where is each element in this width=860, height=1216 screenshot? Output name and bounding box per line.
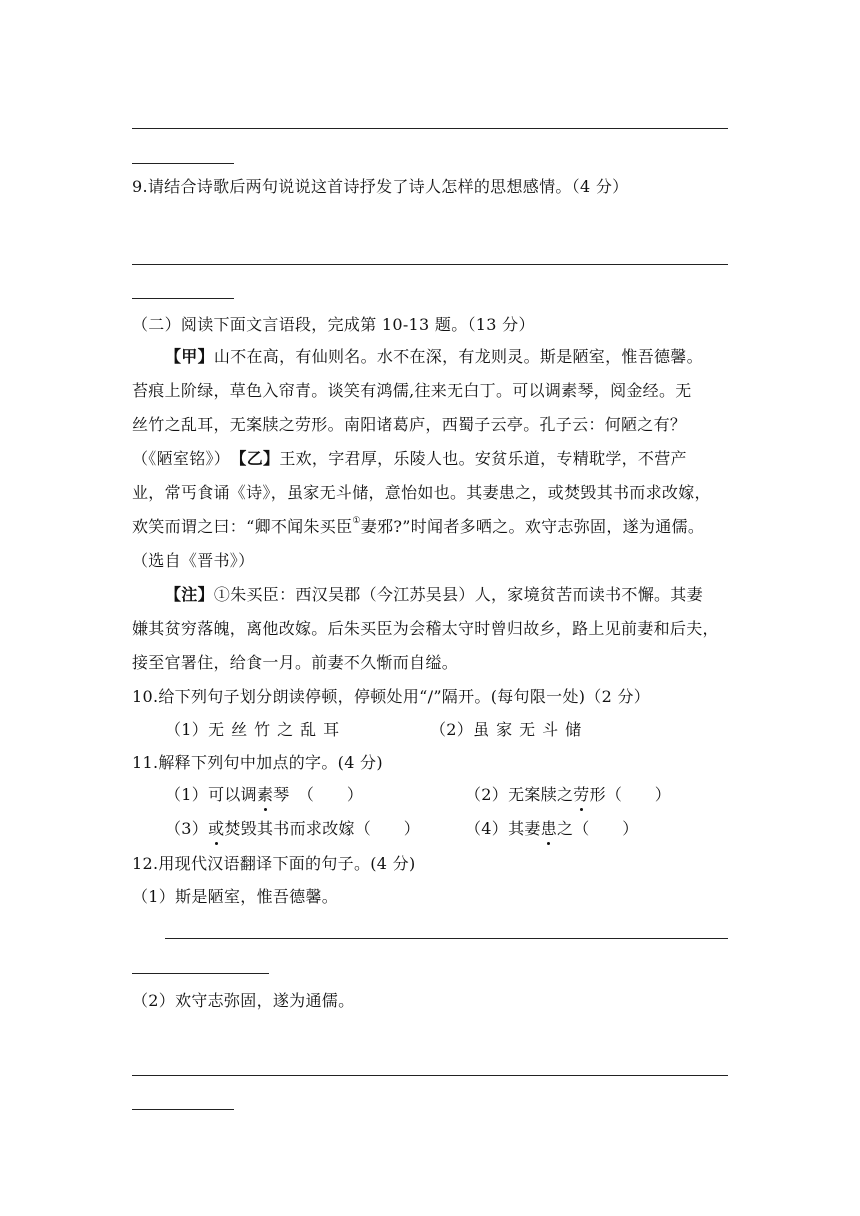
passage-jia-line: 苔痕上阶绿，草色入帘青。谈笑有鸿儒,往来无白丁。可以调素琴，阅金经。无 (132, 381, 692, 400)
answer-line-end (132, 163, 234, 164)
passage-yi-label: 【乙】 (238, 449, 280, 468)
q12-sentence-1: （1）斯是陋室，惟吾德馨。 (132, 887, 339, 906)
note-line: 【注】①朱买臣：西汉吴郡（今江苏吴县）人，家境贫苦而读书不懈。其妻 (165, 585, 703, 604)
passage-yi-line: 业，常丐食诵《诗》，虽家无斗储，意怡如也。其妻患之，或焚毁其书而求改嫁， (132, 483, 711, 502)
note-label: 【注】 (165, 585, 214, 604)
question-10: 10.给下列句子划分朗读停顿，停顿处用“/”隔开。(每句限一处)（2 分） (132, 687, 651, 706)
passage-jia-source: （《陋室铭》） (132, 449, 223, 468)
answer-line-end (132, 298, 234, 299)
passage-jia-label: 【甲】 (165, 347, 214, 366)
answer-line-end (132, 1109, 234, 1110)
q11-item-4: （4）其妻患之（ ） (465, 819, 639, 838)
dotted-char: 或 (208, 819, 225, 838)
passage-yi-line: （《陋室铭》） 【乙】王欢，字君厚，乐陵人也。安贫乐道，专精耽学，不营产 (132, 449, 687, 468)
note-line: 接至官署住，给食一月。前妻不久惭而自缢。 (132, 653, 459, 672)
passage-jia-line: 【甲】山不在高，有仙则名。水不在深，有龙则灵。斯是陋室，惟吾德馨。 (165, 347, 703, 366)
passage-jia-line: 丝竹之乱耳，无案牍之劳形。南阳诸葛庐，西蜀子云亭。孔子云：何陋之有？ (132, 415, 687, 434)
footnote-marker: ① (352, 516, 361, 526)
answer-line-end (132, 973, 269, 974)
question-9: 9.请结合诗歌后两句说说这首诗抒发了诗人怎样的思想感情。（4 分） (132, 177, 629, 196)
answer-line[interactable] (132, 264, 728, 265)
q11-item-2: （2）无案牍之劳形（ ） (465, 785, 672, 804)
question-12: 12.用现代汉语翻译下面的句子。(4 分) (132, 854, 416, 873)
answer-blank[interactable]: （ ） (305, 785, 364, 804)
q10-item-1: （1）无丝竹之乱耳 (165, 720, 347, 739)
dotted-char: 患 (540, 819, 557, 838)
answer-line[interactable] (165, 938, 728, 939)
question-11: 11.解释下列句中加点的字。(4 分) (132, 753, 383, 772)
passage-yi-line: 欢笑而谓之曰：“卿不闻朱买臣①妻邪?”时闻者多哂之。欢守志弥固，遂为通儒。 (132, 516, 705, 536)
section-heading: （二）阅读下面文言语段，完成第 10-13 题。（13 分） (132, 315, 535, 334)
passage-yi-source: （选自《晋书》） (132, 551, 255, 570)
answer-line[interactable] (132, 128, 728, 129)
q11-item-1: （1）可以调素琴 （ ） (165, 785, 364, 804)
dotted-char: 素 (256, 785, 274, 804)
q11-item-3: （3）或焚毁其书而求改嫁（ ） (165, 819, 421, 838)
q10-item-2: （2）虽家无斗储 (430, 720, 589, 739)
note-line: 嫌其贫穷落魄，离他改嫁。后朱买臣为会稽太守时曾归故乡，路上见前妻和后夫， (132, 619, 719, 638)
answer-line[interactable] (132, 1075, 728, 1076)
dotted-char: 劳 (573, 785, 590, 804)
q12-sentence-2: （2）欢守志弥固，遂为通儒。 (132, 991, 355, 1010)
